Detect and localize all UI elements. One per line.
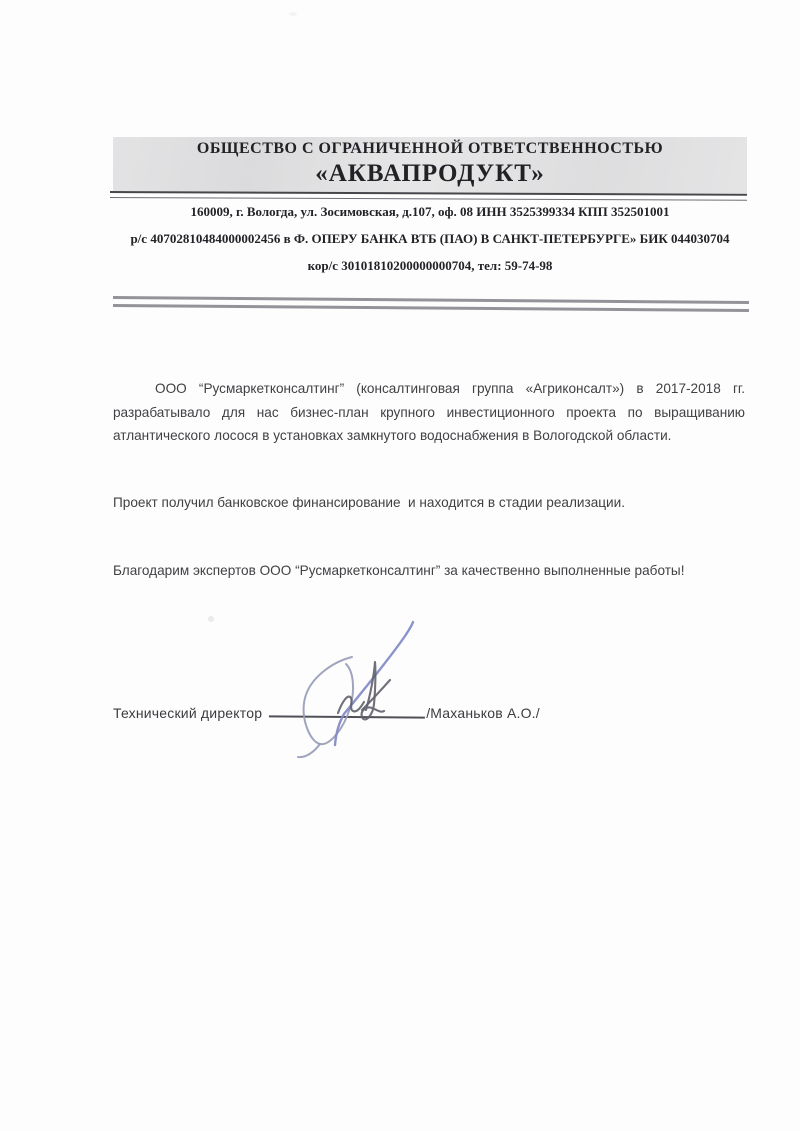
address-line: 160009, г. Вологда, ул. Зосимовская, д.107, оф. 08 ИНН 3525399334 КПП 352501001 [190,204,670,219]
paragraph-line: разрабатывало для нас бизнес-план крупного инвестиционного проекта по выращиванию [113,404,745,420]
paragraph-gratitude: Благодарим экспертов ООО “Русмаркетконсалтинг” за качественно выполненные работы! [113,563,685,578]
paragraph-line: атлантического лосося в установках замкнутого водоснабжения в Вологодской области. [113,428,672,443]
signer-title: Технический директор [113,705,263,721]
org-name-title: «АКВАПРОДУКТ» [315,160,545,187]
paragraph-project-description [113,377,745,448]
corr-account-line: кор/с 30101810200000000704, тел: 59-74-98 [307,258,553,273]
scan-speck [208,616,214,622]
signer-name: /Маханьков А.О./ [426,705,540,721]
paragraph-line: ООО “Русмаркетконсалтинг” (консалтинговая группа «Агриконсалт») в 2017-2018 гг. [155,381,745,396]
org-type-line: ОБЩЕСТВО С ОГРАНИЧЕННОЙ ОТВЕТСТВЕННОСТЬЮ [196,140,664,157]
scan-speck [289,12,297,16]
separator-line-top [113,296,749,304]
bank-details-line: р/с 40702810484000002456 в Ф. ОПЕРУ БАНКА ВТБ (ПАО) В САНКТ-ПЕТЕРБУРГЕ» БИК 044030704 [130,231,730,246]
paragraph-financing-status: Проект получил банковское финансирование и находится в стадии реализации. [113,495,626,510]
handwritten-signature [262,614,432,762]
separator-line-bottom [113,304,749,312]
letterhead-divider [110,191,747,201]
